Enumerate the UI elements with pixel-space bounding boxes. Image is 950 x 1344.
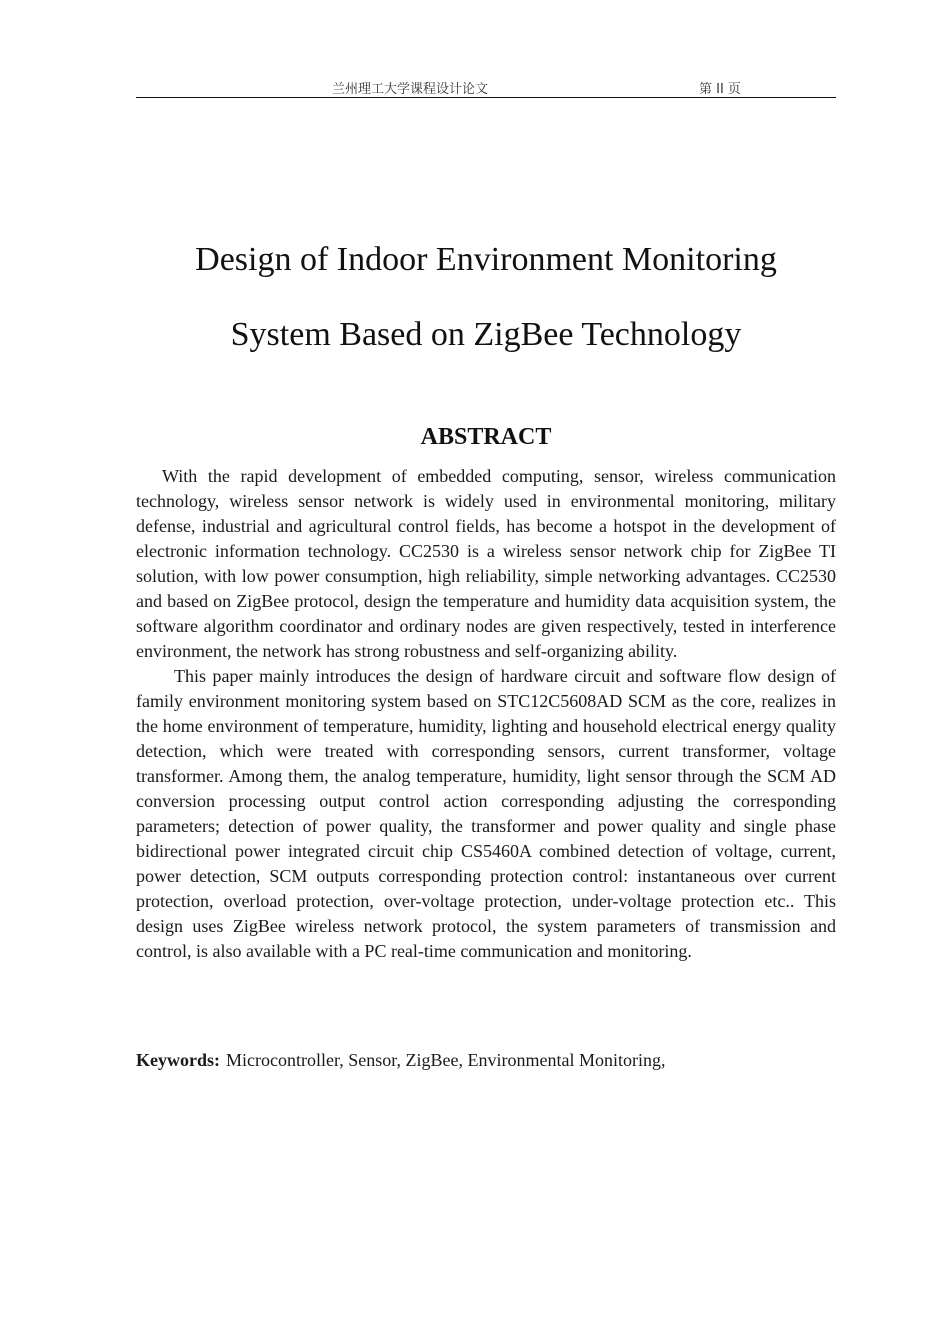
abstract-heading: ABSTRACT <box>420 424 552 450</box>
page-header <box>136 77 836 98</box>
header-page-number: 第 II 页 <box>699 82 741 97</box>
paper-title-line-2: System Based on ZigBee Technology <box>230 316 742 353</box>
paper-title-line-1: Design of Indoor Environment Monitoring <box>195 241 777 278</box>
paper-title <box>136 222 836 372</box>
abstract-paragraph-1: With the rapid development of embedded computing, sensor, wireless communication technology, wireless sensor network is widely used in environmental monitoring, military defense, industrial and agricultural control fields, has become a hotspot in the development of electronic information technology. CC2530 is a wireless sensor network chip for ZigBee TI solution, with low power consumption, high reliability, simple networking advantages. CC2530 and based on ZigBee protocol, design the temperature and humidity data acquisition system, the software algorithm coordinator and ordinary nodes are given respectively, tested in interference environment, the network has strong robustness and self-organizing ability. <box>136 466 836 661</box>
header-school-name: 兰州理工大学课程设计论文 <box>332 82 489 97</box>
keywords-label: Keywords: <box>136 1050 220 1070</box>
abstract-paragraph-2: This paper mainly introduces the design of hardware circuit and software flow design of family environment monitoring system based on STC12C5608AD SCM as the core, realizes in the home environment of temperature, humidity, lighting and household electrical energy quality detection, which were treated with corresponding sensors, current transformer, voltage transformer. Among them, the analog temperature, humidity, light sensor through the SCM AD conversion processing output control action corresponding adjusting the corresponding parameters; detection of power quality, the transformer and power quality and single phase bidirectional power integrated circuit chip CS5460A combined detection of voltage, current, power detection, SCM outputs corresponding protection control: instantaneous over current protection, overload protection, over-voltage protection, under-voltage protection etc.. This design uses ZigBee wireless network protocol, the system parameters of transmission and control, is also available with a PC real-time communication and monitoring. <box>136 666 836 961</box>
keywords-values: Microcontroller, Sensor, ZigBee, Environmental Monitoring, <box>226 1050 666 1070</box>
abstract-body <box>136 464 836 964</box>
keywords-line <box>136 1048 836 1073</box>
